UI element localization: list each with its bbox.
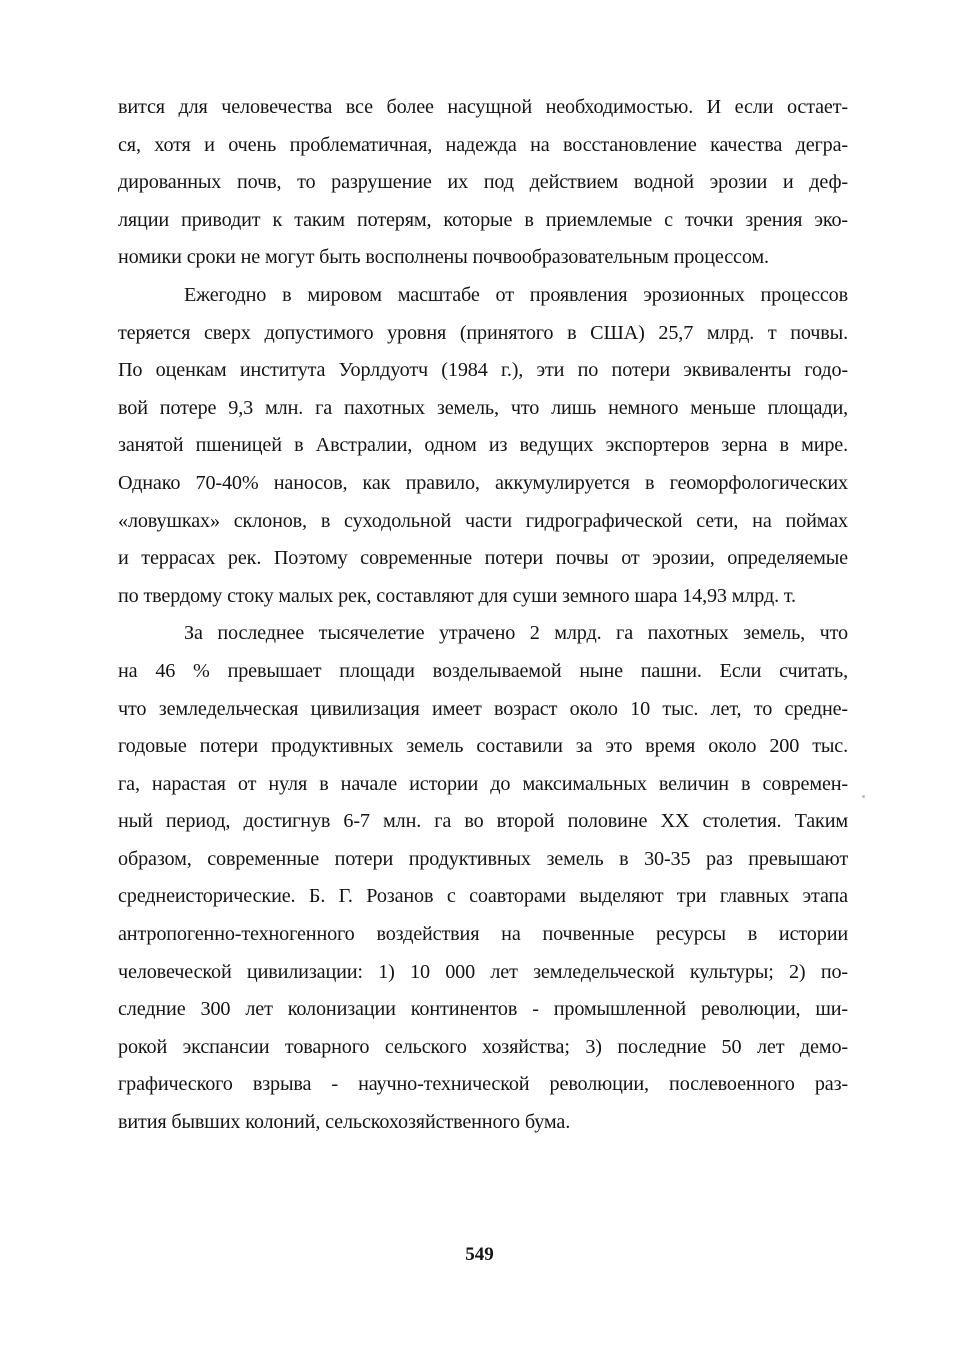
text-line: человеческой цивилизации: 1) 10 000 лет земледельческой культуры; 2) по- <box>118 960 848 983</box>
scan-speck <box>862 795 865 798</box>
text-line: «ловушках» склонов, в суходольной части гидрографической сети, на поймах <box>118 509 848 532</box>
text-line: на 46 % превышает площади возделываемой ныне пашни. Если считать, <box>118 659 848 682</box>
page-number: 549 <box>465 1244 494 1265</box>
text-line: Ежегодно в мировом масштабе от проявления эрозионных процессов <box>184 283 848 306</box>
text-line: теряется сверх допустимого уровня (принятого в США) 25,7 млрд. т почвы. <box>118 321 848 344</box>
text-line: следние 300 лет колонизации континентов - промышленной революции, ши- <box>118 998 848 1021</box>
text-line: занятой пшеницей в Австралии, одном из ведущих экспортеров зерна в мире. <box>118 434 848 457</box>
text-line: годовые потери продуктивных земель составили за это время около 200 тыс. <box>118 735 848 758</box>
text-line: номики сроки не могут быть восполнены почвообразовательным процессом. <box>118 246 769 269</box>
text-line: графического взрыва - научно-технической революции, послевоенного раз- <box>118 1073 848 1096</box>
text-line: и террасах рек. Поэтому современные потери почвы от эрозии, определяемые <box>118 547 848 570</box>
body-text <box>118 92 848 1145</box>
text-line: по твердому стоку малых рек, составляют для суши земного шара 14,93 млрд. т. <box>118 584 796 607</box>
text-line: среднеисторические. Б. Г. Розанов с соавторами выделяют три главных этапа <box>118 885 848 908</box>
text-line: ляции приводит к таким потерям, которые в приемлемые с точки зрения эко- <box>118 208 848 231</box>
paragraph-2 <box>118 280 848 618</box>
text-line: рокой экспансии товарного сельского хозяйства; 3) последние 50 лет демо- <box>118 1035 848 1058</box>
text-line: образом, современные потери продуктивных земель в 30-35 раз превышают <box>118 847 848 870</box>
text-line: что земледельческая цивилизация имеет возраст около 10 тыс. лет, то средне- <box>118 697 848 720</box>
text-line: вой потере 9,3 млн. га пахотных земель, что лишь немного меньше площади, <box>118 396 848 419</box>
text-line: По оценкам института Уорлдуотч (1984 г.), эти по потери эквиваленты годо- <box>118 359 848 382</box>
text-line: За последнее тысячелетие утрачено 2 млрд. га пахотных земель, что <box>184 622 848 645</box>
text-line: вития бывших колоний, сельскохозяйственного бума. <box>118 1111 571 1134</box>
text-line: ся, хотя и очень проблематичная, надежда на восстановление качества дегра- <box>118 133 848 156</box>
text-line: антропогенно-техногенного воздействия на почвенные ресурсы в истории <box>118 923 848 946</box>
text-line: ный период, достигнув 6-7 млн. га во второй половине XX столетия. Таким <box>118 810 848 833</box>
text-line: га, нарастая от нуля в начале истории до максимальных величин в современ- <box>118 772 848 795</box>
paragraph-1 <box>118 92 848 280</box>
text-line: Однако 70-40% наносов, как правило, аккумулируется в геоморфологических <box>118 471 848 494</box>
text-line: дированных почв, то разрушение их под действием водной эрозии и деф- <box>118 171 848 194</box>
text-line: вится для человечества все более насущной необходимостью. И если остает- <box>118 96 848 118</box>
paragraph-3 <box>118 618 848 1144</box>
